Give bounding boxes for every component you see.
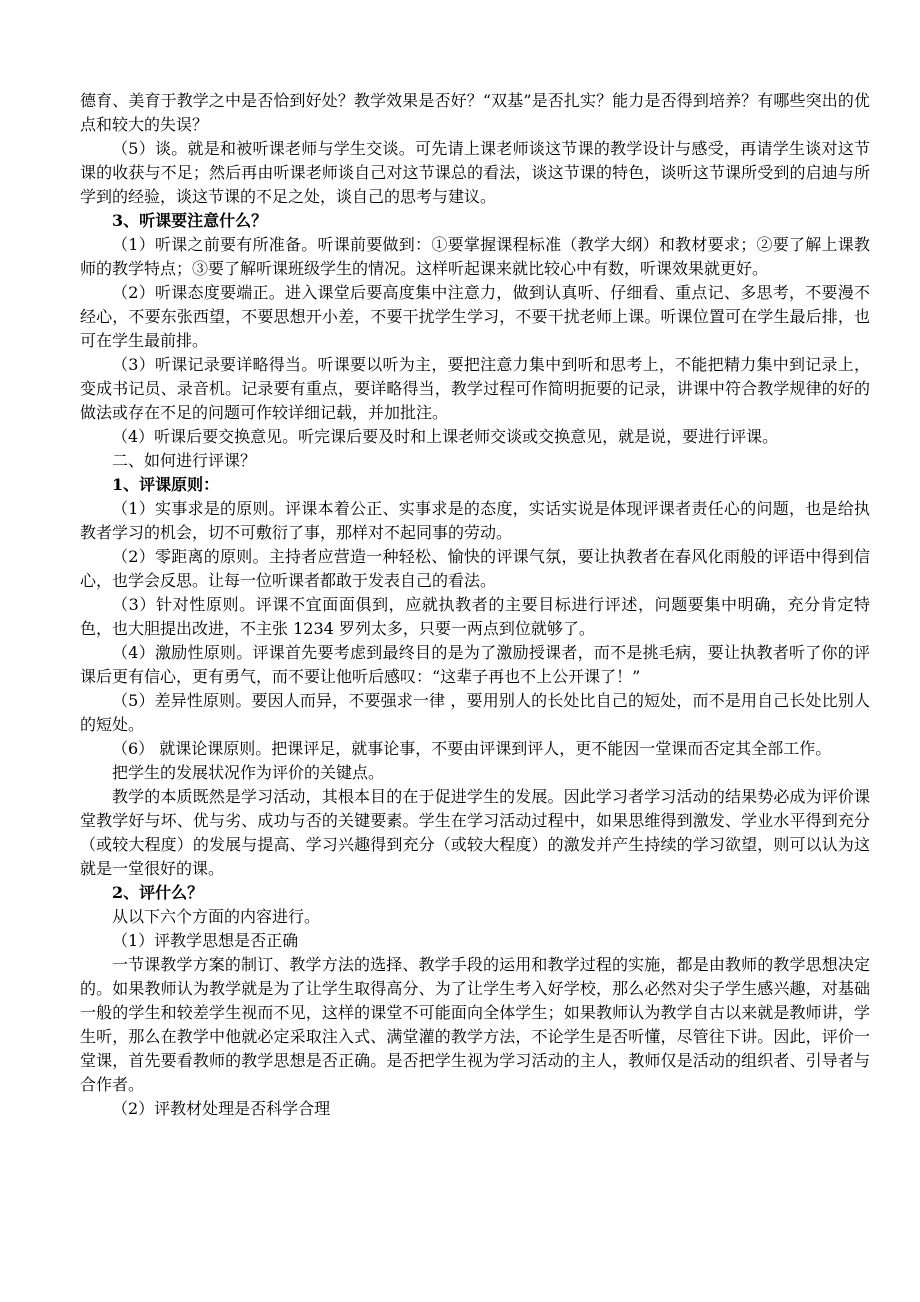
paragraph: （4）听课后要交换意见。听完课后要及时和上课老师交谈或交换意见，就是说，要进行评课。 xyxy=(112,427,779,446)
paragraph: （2）评教材处理是否科学合理 xyxy=(112,1099,331,1118)
paragraph: 从以下六个方面的内容进行。 xyxy=(112,907,321,926)
paragraph: （6） 就课论课原则。把课评足，就事论事，不要由评课到评人，更不能因一堂课而否定其全部工作。 xyxy=(112,739,832,758)
section-heading: 3、听课要注意什么？ xyxy=(112,211,268,230)
paragraph: 把学生的发展状况作为评价的关键点。 xyxy=(112,763,385,782)
paragraph: （4）激励性原则。评课首先要考虑到最终目的是为了激励授课者，而不是挑毛病，要让执教者听了你的评课后更有信心，更有勇气，而不要让他听后感叹：“这辈子再也不上公开课了！” xyxy=(80,643,870,686)
paragraph: 德育、美育于教学之中是否恰到好处？教学效果是否好？“双基”是否扎实？能力是否得到培养？有哪些突出的优点和较大的失误？ xyxy=(80,91,870,134)
paragraph: （3）听课记录要详略得当。听课要以听为主，要把注意力集中到听和思考上，不能把精力集中到记录上，变成书记员、录音机。记录要有重点，要详略得当，教学过程可作简明扼要的记录，讲课中符合教学规律的好的做法或存在不足的问题可作较详细记载，并加批注。 xyxy=(80,355,870,422)
document-body xyxy=(80,89,870,1121)
paragraph: （2）听课态度要端正。进入课堂后要高度集中注意力，做到认真听、仔细看、重点记、多思考，不要漫不经心，不要东张西望，不要思想开小差，不要干扰学生学习，不要干扰老师上课。听课位置可在学生最后排，也可在学生最前排。 xyxy=(80,283,870,350)
paragraph: （1）听课之前要有所准备。听课前要做到：①要掌握课程标准（教学大纲）和教材要求；②要了解上课教师的教学特点；③要了解听课班级学生的情况。这样听起课来就比较心中有数，听课效果就更好。 xyxy=(80,235,870,278)
paragraph: 一节课教学方案的制订、教学方法的选择、教学手段的运用和教学过程的实施，都是由教师的教学思想决定的。如果教师认为教学就是为了让学生取得高分、为了让学生考入好学校，那么必然对尖子学生感兴趣，对基础一般的学生和较差学生视而不见，这样的课堂不可能面向全体学生；如果教师认为教学自古以来就是教师讲，学生听，那么在教学中他就必定采取注入式、满堂灌的教学方法，不论学生是否听懂，尽管往下讲。因此，评价一堂课，首先要看教师的教学思想是否正确。是否把学生视为学习活动的主人，教师仅是活动的组织者、引导者与合作者。 xyxy=(80,955,870,1094)
paragraph: （1）实事求是的原则。评课本着公正、实事求是的态度，实话实说是体现评课者责任心的问题，也是给执教者学习的机会，切不可敷衍了事，那样对不起同事的劳动。 xyxy=(80,499,870,542)
paragraph: 教学的本质既然是学习活动，其根本目的在于促进学生的发展。因此学习者学习活动的结果势必成为评价课堂教学好与坏、优与劣、成功与否的关键要素。学生在学习活动过程中，如果思维得到激发、学业水平得到充分（或较大程度）的发展与提高、学习兴趣得到充分（或较大程度）的激发并产生持续的学习欲望，则可以认为这就是一堂很好的课。 xyxy=(80,787,870,878)
paragraph: （5）谈。就是和被听课老师与学生交谈。可先请上课老师谈这节课的教学设计与感受，再请学生谈对这节课的收获与不足；然后再由听课老师谈自己对这节课总的看法，谈这节课的特色，谈听这节课所受到的启迪与所学到的经验，谈这节课的不足之处，谈自己的思考与建议。 xyxy=(80,139,870,206)
paragraph: 二、如何进行评课？ xyxy=(112,451,257,470)
section-heading: 2、评什么？ xyxy=(112,883,204,902)
paragraph: （5）差异性原则。要因人而异，不要强求一律 ，要用别人的长处比自己的短处，而不是用自己长处比别人的短处。 xyxy=(80,691,870,734)
section-heading: 1、评课原则： xyxy=(112,475,220,494)
paragraph: （3）针对性原则。评课不宜面面俱到，应就执教者的主要目标进行评述，问题要集中明确，充分肯定特色，也大胆提出改进，不主张 1234 罗列太多，只要一两点到位就够了。 xyxy=(80,595,870,638)
paragraph: （2）零距离的原则。主持者应营造一种轻松、愉快的评课气氛，要让执教者在春风化雨般的评语中得到信心，也学会反思。让每一位听课者都敢于发表自己的看法。 xyxy=(80,547,870,590)
paragraph: （1）评教学思想是否正确 xyxy=(112,931,299,950)
